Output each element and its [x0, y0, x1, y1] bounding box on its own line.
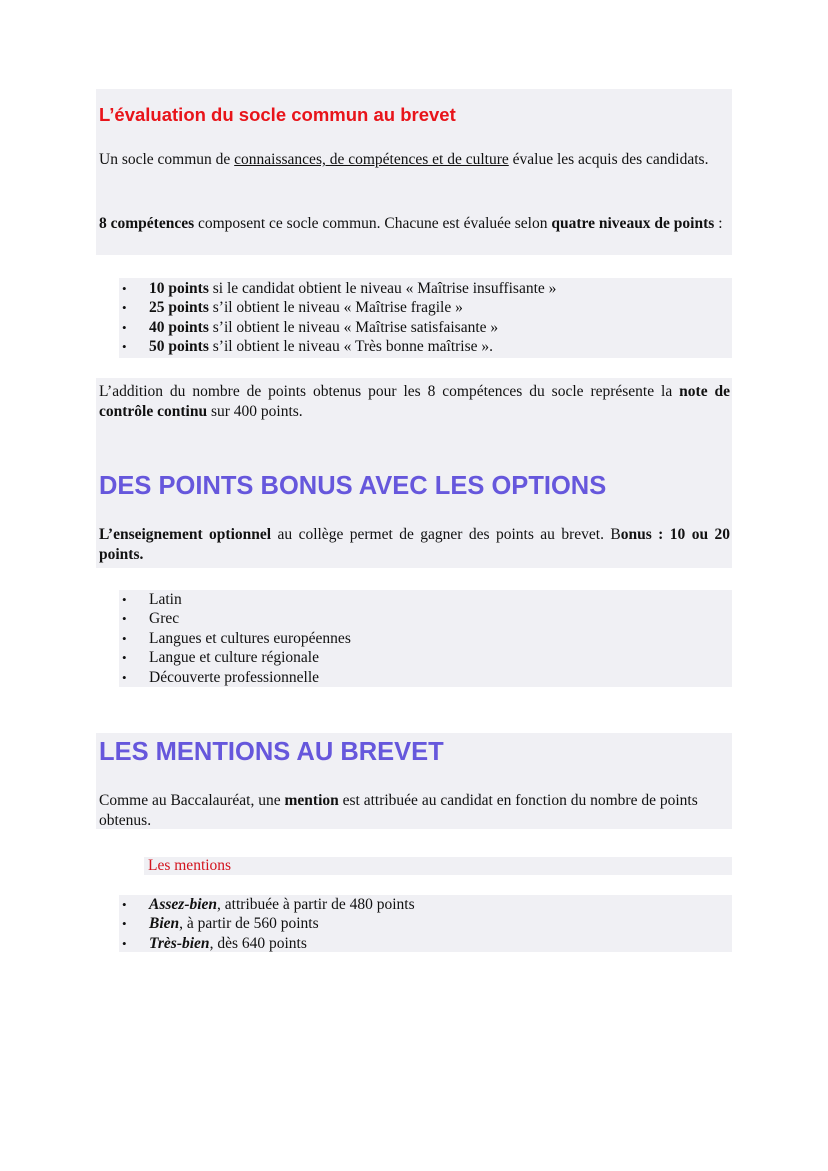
list-item: • Assez-bien, attribuée à partir de 480 points [122, 895, 415, 914]
list-item: • Grec [122, 609, 351, 628]
socle-paragraph: Un socle commun de connaissances, de compétences et de culture évalue les acquis des candidats. [99, 151, 709, 168]
list-item: • Très-bien, dès 640 points [122, 934, 415, 953]
block-mentions-subtitle [144, 857, 732, 875]
list-item: • 10 points si le candidat obtient le niveau « Maîtrise insuffisante » [122, 279, 556, 298]
list-item: • Langues et cultures européennes [122, 629, 351, 648]
list-item: • Bien, à partir de 560 points [122, 914, 415, 933]
list-item: • 50 points s’il obtient le niveau « Très bonne maîtrise ». [122, 337, 556, 356]
competences-link[interactable]: connaissances, de compétences et de culture [234, 151, 509, 168]
levels-list [122, 279, 556, 357]
bonus-paragraph: L’enseignement optionnel au collège permet de gagner des points au brevet. Bonus : 10 ou 20 points. [99, 526, 731, 563]
mentions-subtitle: Les mentions [148, 857, 232, 874]
list-item: • Langue et culture régionale [122, 648, 351, 667]
mentions-paragraph: Comme au Baccalauréat, une mention est attribuée au candidat en fonction du nombre de points obtenus. [99, 792, 698, 829]
list-item: • Latin [122, 590, 351, 609]
options-list [122, 590, 351, 687]
competences-paragraph: 8 compétences composent ce socle commun. Chacune est évaluée selon quatre niveaux de points : [99, 215, 723, 232]
mentions-list [122, 895, 415, 953]
list-item: • 40 points s’il obtient le niveau « Maîtrise satisfaisante » [122, 318, 556, 337]
heading-bonus: DES POINTS BONUS AVEC LES OPTIONS [99, 472, 607, 500]
heading-mentions: LES MENTIONS AU BREVET [99, 738, 444, 766]
list-item: • 25 points s’il obtient le niveau « Maîtrise fragile » [122, 298, 556, 317]
total-paragraph: L’addition du nombre de points obtenus pour les 8 compétences du socle représente la note de contrôle continu sur 400 points. [99, 383, 730, 420]
list-item: • Découverte professionnelle [122, 668, 351, 687]
section-title: L’évaluation du socle commun au brevet [99, 104, 456, 125]
